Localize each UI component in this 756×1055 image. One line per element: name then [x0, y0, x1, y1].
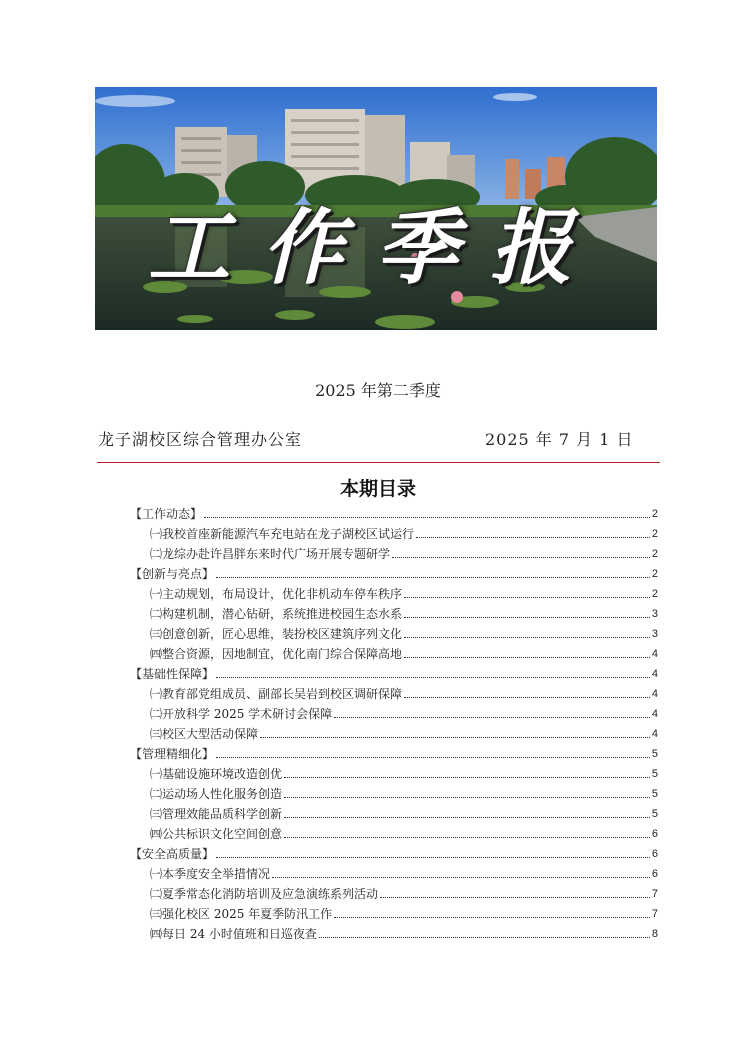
toc-leader-dots — [404, 636, 650, 638]
toc-entry-title: 【管理精细化】 — [130, 747, 215, 761]
toc-subentry[interactable] — [130, 622, 658, 642]
toc-page-number: 2 — [651, 568, 658, 580]
toc-leader-dots — [216, 756, 650, 758]
toc-entry-title: ㈣公共标识文化空间创意 — [150, 827, 283, 841]
toc-page-number: 6 — [651, 828, 658, 840]
toc-leader-dots — [216, 576, 650, 578]
toc-page-number: 2 — [651, 508, 658, 520]
toc-entry-title: ㈡开放科学 2025 学术研讨会保障 — [150, 707, 333, 721]
issue-quarter: 2025 年第二季度 — [315, 381, 441, 400]
toc-page-number: 4 — [651, 648, 658, 660]
toc-page-number: 7 — [651, 908, 658, 920]
toc-leader-dots — [284, 796, 650, 798]
toc-entry-title: 【基础性保障】 — [130, 667, 215, 681]
toc-entry-title: ㈣每日 24 小时值班和日巡夜查 — [150, 927, 317, 941]
toc-page-number: 6 — [651, 868, 658, 880]
toc-subentry[interactable] — [130, 542, 658, 562]
toc-entry-title: 【创新与亮点】 — [130, 567, 215, 581]
toc-subentry[interactable] — [130, 882, 658, 902]
toc-entry-title: ㈠本季度安全举措情况 — [150, 867, 271, 881]
toc-entry-title: ㈠我校首座新能源汽车充电站在龙子湖校区试运行 — [150, 527, 415, 541]
toc-title: 本期目录 — [339, 478, 416, 500]
toc-leader-dots — [272, 876, 650, 878]
toc-subentry[interactable] — [130, 822, 658, 842]
toc-subentry[interactable] — [130, 682, 658, 702]
toc-subentry[interactable] — [130, 582, 658, 602]
toc-page-number: 4 — [651, 688, 658, 700]
toc-page-number: 5 — [651, 768, 658, 780]
toc-entry-title: ㈢管理效能品质科学创新 — [150, 807, 283, 821]
toc-subentry[interactable] — [130, 862, 658, 882]
toc-leader-dots — [416, 536, 650, 538]
toc-entry-title: ㈠基础设施环境改造创优 — [150, 767, 283, 781]
toc-section-entry[interactable] — [130, 562, 658, 582]
toc-page-number: 8 — [651, 928, 658, 940]
toc-leader-dots — [334, 716, 650, 718]
toc-subentry[interactable] — [130, 722, 658, 742]
cover-image — [95, 87, 657, 330]
toc-page-number: 4 — [651, 668, 658, 680]
toc-subentry[interactable] — [130, 902, 658, 922]
toc-leader-dots — [334, 916, 650, 918]
toc-leader-dots — [404, 616, 650, 618]
toc-entry-title: ㈡运动场人性化服务创造 — [150, 787, 283, 801]
toc-entry-title: ㈠主动规划，布局设计，优化非机动车停车秩序 — [150, 587, 403, 601]
toc-entry-title: 【工作动态】 — [130, 507, 203, 521]
toc-leader-dots — [392, 556, 650, 558]
header-divider — [97, 462, 660, 463]
toc-entry-title: 【安全高质量】 — [130, 847, 215, 861]
toc-entry-title: ㈢创意创新，匠心思维，装扮校区建筑序列文化 — [150, 627, 403, 641]
toc-page-number: 2 — [651, 588, 658, 600]
toc-leader-dots — [284, 836, 650, 838]
toc-subentry[interactable] — [130, 522, 658, 542]
toc-subentry[interactable] — [130, 782, 658, 802]
toc-section-entry[interactable] — [130, 502, 658, 522]
toc-section-entry[interactable] — [130, 742, 658, 762]
office-name: 龙子湖校区综合管理办公室 — [98, 430, 303, 449]
toc-page-number: 5 — [651, 748, 658, 760]
toc-leader-dots — [404, 696, 650, 698]
toc-subentry[interactable] — [130, 922, 658, 942]
toc-page-number: 4 — [651, 708, 658, 720]
toc-leader-dots — [380, 896, 650, 898]
toc-entry-title: ㈠教育部党组成员、副部长吴岩到校区调研保障 — [150, 687, 403, 701]
toc-leader-dots — [216, 856, 650, 858]
toc-page-number: 4 — [651, 728, 658, 740]
toc-section-entry[interactable] — [130, 662, 658, 682]
toc-leader-dots — [404, 656, 650, 658]
toc-entry-title: ㈢校区大型活动保障 — [150, 727, 259, 741]
toc-entry-title: ㈡龙综办赴许昌胖东来时代广场开展专题研学 — [150, 547, 391, 561]
toc-entry-title: ㈢强化校区 2025 年夏季防汛工作 — [150, 907, 333, 921]
toc-subentry[interactable] — [130, 762, 658, 782]
toc-leader-dots — [319, 936, 650, 938]
toc-page-number: 5 — [651, 808, 658, 820]
toc-page-number: 5 — [651, 788, 658, 800]
toc-leader-dots — [260, 736, 650, 738]
toc-entry-title: ㈡夏季常态化消防培训及应急演练系列活动 — [150, 887, 379, 901]
toc-leader-dots — [404, 596, 650, 598]
toc-subentry[interactable] — [130, 602, 658, 622]
toc-page-number: 3 — [651, 608, 658, 620]
toc-entry-title: ㈣整合资源，因地制宜，优化南门综合保障高地 — [150, 647, 403, 661]
toc-page-number: 3 — [651, 628, 658, 640]
issue-date: 2025 年 7 月 1 日 — [485, 430, 634, 449]
toc-leader-dots — [284, 816, 650, 818]
toc-entry-title: ㈡构建机制，潜心钻研，系统推进校园生态水系 — [150, 607, 403, 621]
toc-subentry[interactable] — [130, 802, 658, 822]
toc-page-number: 2 — [651, 528, 658, 540]
toc-section-entry[interactable] — [130, 842, 658, 862]
toc-leader-dots — [216, 676, 650, 678]
cover-title: 工作季报 — [148, 200, 604, 296]
toc-subentry[interactable] — [130, 642, 658, 662]
toc-page-number: 6 — [651, 848, 658, 860]
toc-page-number: 2 — [651, 548, 658, 560]
toc-leader-dots — [284, 776, 650, 778]
toc-page-number: 7 — [651, 888, 658, 900]
toc-leader-dots — [204, 516, 650, 518]
table-of-contents — [130, 502, 658, 942]
toc-subentry[interactable] — [130, 702, 658, 722]
